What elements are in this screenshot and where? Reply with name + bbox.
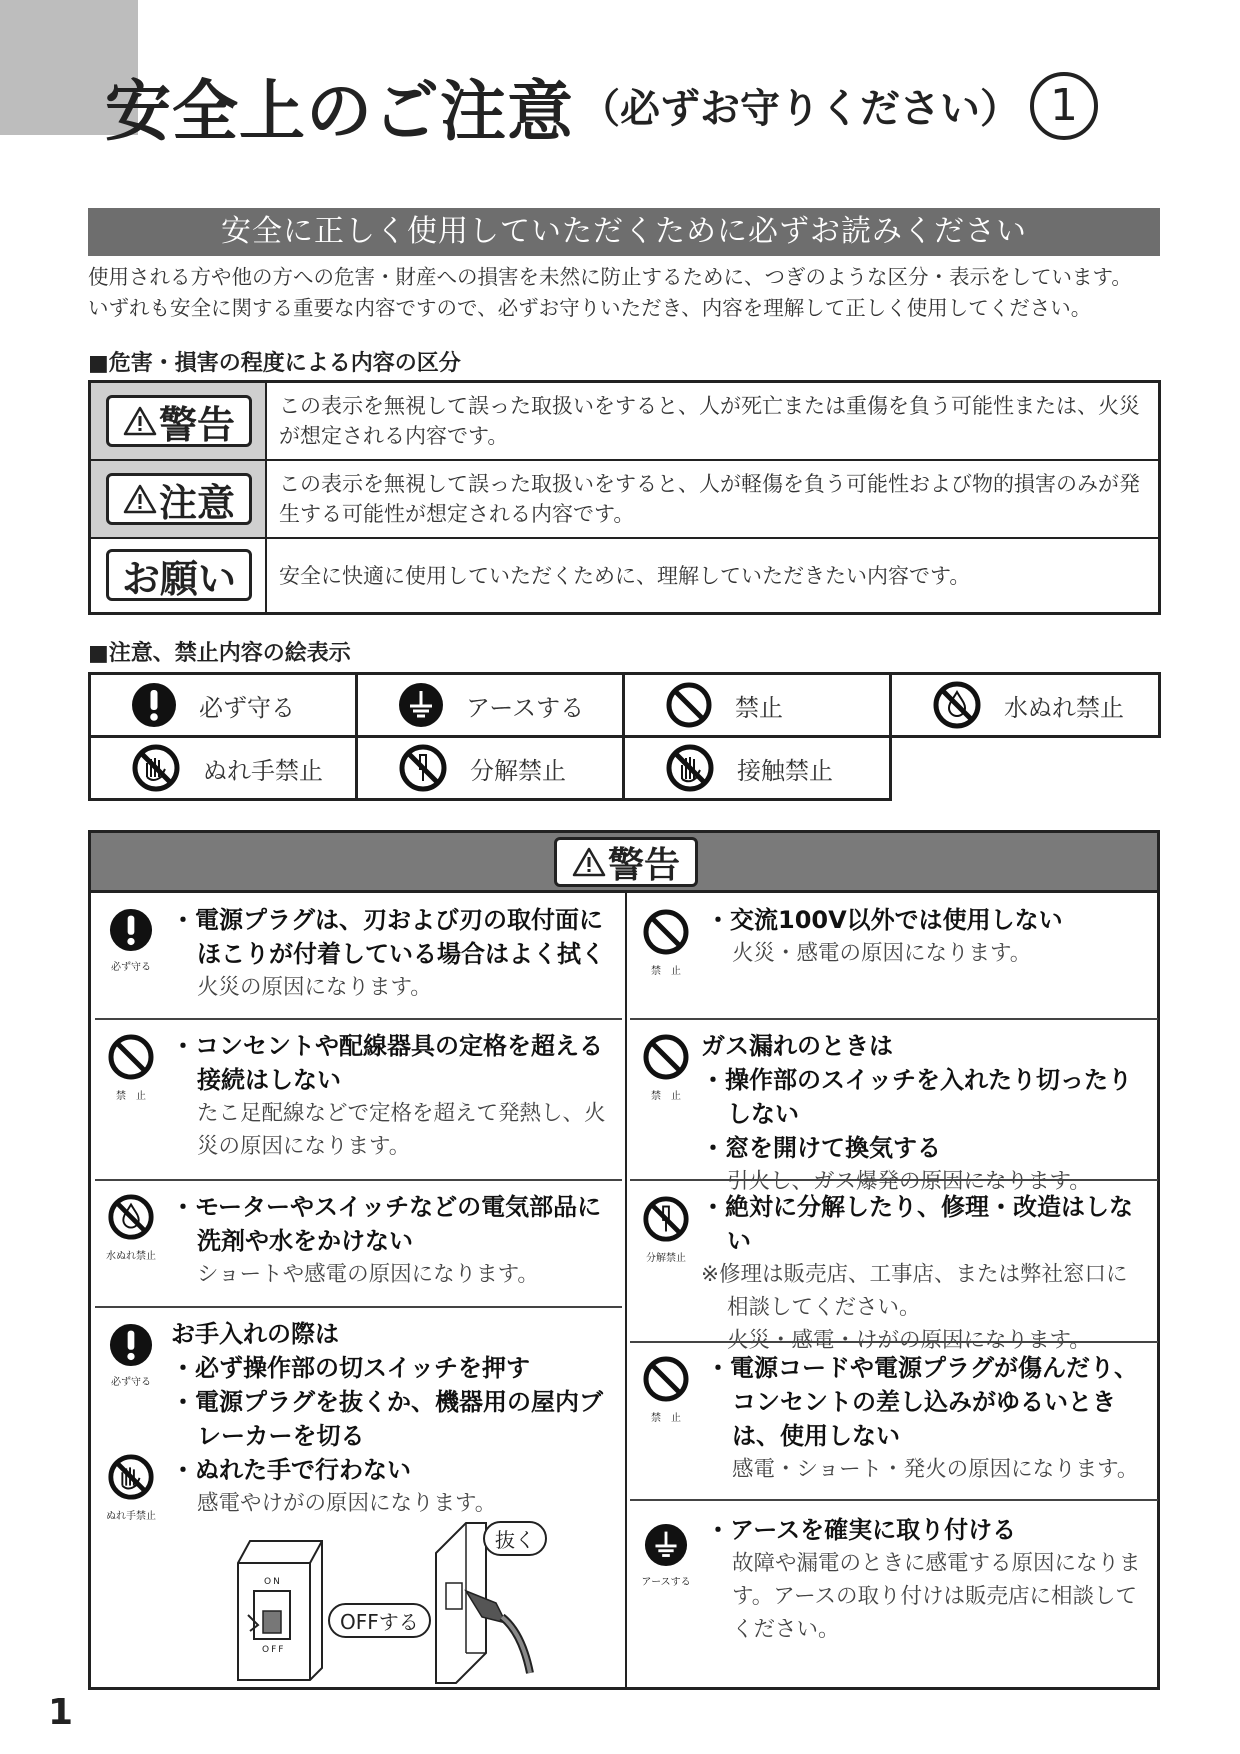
item-bullet: ・窓を開けて換気する xyxy=(701,1134,941,1162)
symbol-label: 接触禁止 xyxy=(737,756,833,785)
item-note: ショートや感電の原因になります。 xyxy=(197,1262,539,1287)
caution-label xyxy=(106,473,252,525)
warning-item xyxy=(171,1317,621,1520)
item-bullet: ・電源プラグを抜くか、機器用の屋内ブレーカーを切る xyxy=(171,1388,603,1450)
level-desc: 安全に快適に使用していただくために、理解していただきたい内容です。 xyxy=(279,563,971,588)
read-banner: 安全に正しく使用していただくために必ずお読みください xyxy=(88,208,1160,256)
item-note: 火災・感電の原因になります。 xyxy=(732,941,1032,966)
symbol-must-small xyxy=(96,1323,166,1388)
intro-line: いずれも安全に関する重要な内容ですので、必ずお守りいただき、内容を理解して正しく使用してください。 xyxy=(88,296,1092,320)
levels-table xyxy=(88,380,1161,615)
earth-icon xyxy=(644,1523,688,1567)
breaker-illustration xyxy=(226,1533,346,1683)
exclamation-icon xyxy=(109,1323,153,1367)
warning-label xyxy=(106,395,252,447)
symbol-no-wet-hands xyxy=(88,735,358,801)
item-heading: ・電源コードや電源プラグが傷んだり、コンセントの差し込みがゆるいときは、使用しない xyxy=(706,1354,1138,1450)
item-note: 火災・感電・けがの原因になります。 xyxy=(727,1328,1091,1353)
divider xyxy=(95,1306,622,1308)
item-note: 故障や漏電のときに感電する原因になります。アースの取り付けは販売店に相談してください。 xyxy=(732,1551,1141,1642)
off-label: OFF xyxy=(262,1645,286,1655)
symbol-label: 禁止 xyxy=(735,693,783,722)
off-bubble: OFFする xyxy=(328,1603,431,1638)
item-note: ※修理は販売店、工事店、または弊社窓口に xyxy=(701,1262,1128,1287)
earth-icon xyxy=(398,682,444,728)
item-note: 引火し、ガス爆発の原因になります。 xyxy=(727,1169,1091,1194)
request-label: お願い xyxy=(106,549,252,601)
symbol-no-disassemble xyxy=(355,735,625,801)
level-label-cell xyxy=(91,539,267,612)
warning-item xyxy=(706,903,1156,970)
level-row-request xyxy=(91,539,1158,612)
item-heading: ・モーターやスイッチなどの電気部品に洗剤や水をかけない xyxy=(171,1193,602,1255)
warning-header xyxy=(91,833,1157,893)
level-desc: この表示を無視して誤った取扱いをすると、人が軽傷を負う可能性および物的損害のみが発生する可能性が想定される内容です。 xyxy=(279,472,1140,526)
warning-item xyxy=(171,1190,621,1291)
symbol-label: 水ぬれ禁止 xyxy=(1004,693,1124,722)
symbol-label: アースする xyxy=(466,693,585,722)
prohibit-icon xyxy=(642,1033,690,1081)
symbol-caption: 禁 止 xyxy=(651,1091,681,1102)
warning-label-text: 警告 xyxy=(158,402,235,447)
symbol-caption: アースする xyxy=(641,1577,691,1588)
divider xyxy=(630,1018,1158,1020)
symbol-caption: 禁 止 xyxy=(651,966,681,977)
symbol-no-wet-hands-small xyxy=(96,1453,166,1522)
warning-triangle-icon xyxy=(123,483,157,515)
prohibit-icon xyxy=(665,681,713,729)
symbol-must xyxy=(88,672,358,738)
symbol-caption: 必ず守る xyxy=(111,962,151,973)
warning-item xyxy=(706,1351,1156,1486)
prohibit-icon xyxy=(642,1355,690,1403)
intro-text xyxy=(88,262,1168,324)
no-water-icon xyxy=(107,1193,155,1241)
divider xyxy=(95,1018,622,1020)
item-heading: ・電源プラグは、刃および刃の取付面にほこりが付着している場合はよく拭く xyxy=(171,906,605,968)
symbol-no-disassemble-small xyxy=(631,1195,701,1264)
warning-triangle-icon xyxy=(572,846,606,878)
symbol-no-water-small xyxy=(96,1193,166,1262)
symbol-caption: 分解禁止 xyxy=(646,1253,686,1264)
item-bullet: ・必ず操作部の切スイッチを押す xyxy=(171,1354,531,1382)
symbol-earth xyxy=(355,672,625,738)
symbol-prohibit-small xyxy=(631,1355,701,1424)
symbol-caption: 禁 止 xyxy=(116,1091,146,1102)
symbol-prohibit-small xyxy=(631,908,701,977)
symbol-prohibit-small xyxy=(631,1033,701,1102)
symbols-heading: ■注意、禁止内容の絵表示 xyxy=(88,641,351,666)
symbol-caption: 必ず守る xyxy=(111,1377,151,1388)
symbol-caption: ぬれ手禁止 xyxy=(106,1511,156,1522)
no-wet-hands-icon xyxy=(131,743,181,793)
warning-item xyxy=(701,1029,1156,1198)
symbol-caption: 水ぬれ禁止 xyxy=(106,1251,156,1262)
exclamation-icon xyxy=(109,908,153,952)
level-row-warning xyxy=(91,383,1158,461)
symbol-earth-small xyxy=(631,1523,701,1588)
symbol-prohibit xyxy=(622,672,892,738)
warning-item xyxy=(701,1190,1156,1357)
symbol-label: 必ず守る xyxy=(199,693,295,722)
levels-heading: ■危害・損害の程度による内容の区分 xyxy=(88,351,461,376)
title-main: 安全上のご注意 xyxy=(105,73,574,150)
no-disassemble-icon xyxy=(642,1195,690,1243)
exclamation-icon xyxy=(131,682,177,728)
item-bullet: ・操作部のスイッチを入れたり切ったりしない xyxy=(701,1066,1133,1128)
symbol-label: 分解禁止 xyxy=(470,756,566,785)
level-row-caution xyxy=(91,461,1158,539)
symbol-no-touch xyxy=(622,735,892,801)
intro-line: 使用される方や他の方への危害・財産への損害を未然に防止するために、つぎのような区分・表示をしています。 xyxy=(88,265,1132,289)
warning-item xyxy=(706,1513,1156,1646)
item-title: お手入れの際は xyxy=(171,1320,339,1348)
item-bullet: ・ぬれた手で行わない xyxy=(171,1456,411,1484)
item-note: 火災の原因になります。 xyxy=(197,975,432,1000)
prohibit-icon xyxy=(107,1033,155,1081)
warning-item xyxy=(171,1029,621,1163)
warning-triangle-icon xyxy=(123,405,157,437)
caution-label-text: 注意 xyxy=(158,480,235,525)
no-wet-hands-icon xyxy=(107,1453,155,1501)
symbol-caption: 禁 止 xyxy=(651,1413,681,1424)
warning-header-label xyxy=(554,837,698,887)
item-heading: ・絶対に分解したり、修理・改造はしない xyxy=(701,1193,1133,1255)
item-note: 相談してください。 xyxy=(727,1295,921,1320)
symbol-label: ぬれ手禁止 xyxy=(203,756,323,785)
level-label-cell xyxy=(91,461,267,537)
item-note: 感電やけがの原因になります。 xyxy=(197,1491,497,1516)
warning-section xyxy=(88,830,1160,1690)
column-divider xyxy=(625,893,627,1690)
on-label: ON xyxy=(264,1577,282,1587)
warning-item xyxy=(171,903,621,1004)
no-disassemble-icon xyxy=(398,743,448,793)
pull-bubble: 抜く xyxy=(483,1521,547,1556)
divider xyxy=(95,1179,622,1181)
no-touch-icon xyxy=(665,743,715,793)
symbol-no-water xyxy=(889,672,1161,738)
warning-header-text: 警告 xyxy=(607,844,680,886)
item-heading: ・交流100V以外では使用しない xyxy=(706,906,1063,934)
title-sub: （必ずお守りください） xyxy=(580,86,1020,132)
prohibit-icon xyxy=(642,908,690,956)
level-desc: この表示を無視して誤った取扱いをすると、人が死亡または重傷を負う可能性または、火災が想定される内容です。 xyxy=(279,394,1140,448)
divider xyxy=(630,1499,1158,1501)
item-heading: ・アースを確実に取り付ける xyxy=(706,1516,1017,1544)
title-number: 1 xyxy=(1030,72,1098,140)
item-note: たこ足配線などで定格を超えて発熱し、火災の原因になります。 xyxy=(197,1101,606,1159)
page-number: 1 xyxy=(48,1692,74,1733)
item-heading: ・コンセントや配線器具の定格を超える接続はしない xyxy=(171,1032,603,1094)
page-title xyxy=(105,58,1098,153)
symbols-table xyxy=(88,672,1161,805)
symbol-must-small xyxy=(96,908,166,973)
item-title: ガス漏れのときは xyxy=(701,1032,893,1060)
no-water-icon xyxy=(932,680,982,730)
item-note: 感電・ショート・発火の原因になります。 xyxy=(732,1457,1139,1482)
level-label-cell xyxy=(91,383,267,459)
symbol-prohibit-small xyxy=(96,1033,166,1102)
